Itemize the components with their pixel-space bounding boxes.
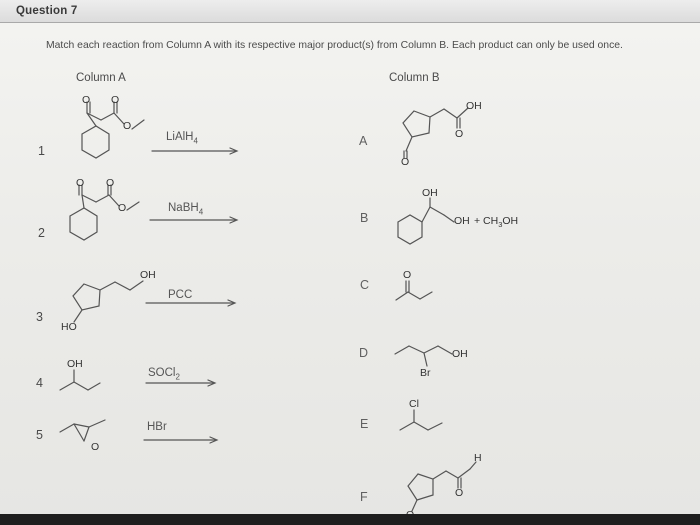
reagent-lialh4: LiAlH$_4$ bbox=[166, 131, 198, 146]
product-letter-d: D bbox=[359, 346, 369, 360]
structure-1 bbox=[82, 102, 144, 158]
structure-5 bbox=[60, 420, 105, 441]
product-letter-b: B bbox=[360, 211, 369, 225]
question-title: Question 7 bbox=[16, 5, 78, 17]
reagent-pcc: PCC bbox=[168, 289, 193, 301]
atom-oh: OH bbox=[422, 187, 438, 199]
structure-3 bbox=[73, 281, 143, 322]
structure-2 bbox=[70, 185, 139, 240]
product-b-coproduct: + $CH_3OH$ bbox=[474, 215, 519, 230]
reaction-number-1: 1 bbox=[38, 144, 45, 158]
atom-h: H bbox=[474, 452, 482, 464]
atom-o: O bbox=[106, 177, 115, 189]
product-b-structure bbox=[398, 198, 454, 244]
atom-o: O bbox=[91, 441, 100, 453]
atom-o: O bbox=[403, 269, 412, 281]
column-b-heading: Column B bbox=[389, 72, 440, 84]
atom-oh: OH bbox=[452, 348, 468, 360]
atom-o: O bbox=[76, 177, 85, 189]
atom-o: O bbox=[118, 202, 127, 214]
column-a-heading: Column A bbox=[76, 72, 126, 84]
product-e-structure bbox=[400, 410, 442, 430]
atom-oh: OH bbox=[454, 215, 470, 227]
product-d-structure bbox=[395, 346, 452, 366]
question-instruction: Match each reaction from Column A with its respective major product(s) from Column B. Each product can only be used once. bbox=[46, 40, 623, 51]
reaction-number-3: 3 bbox=[36, 310, 43, 324]
atom-o: O bbox=[401, 156, 410, 168]
atom-oh: OH bbox=[466, 100, 482, 112]
screen-bezel-bottom bbox=[0, 514, 700, 525]
atom-o: O bbox=[82, 94, 91, 106]
reaction-number-5: 5 bbox=[36, 428, 43, 442]
atom-o: O bbox=[111, 94, 120, 106]
atom-oh: OH bbox=[140, 269, 156, 281]
reagent-nabh4: NaBH$_4$ bbox=[168, 202, 204, 217]
product-letter-e: E bbox=[360, 417, 369, 431]
product-letter-c: C bbox=[360, 278, 370, 292]
reagent-socl2: SOCl$_2$ bbox=[148, 367, 180, 382]
atom-o: O bbox=[455, 487, 464, 499]
arrows bbox=[144, 148, 237, 443]
atom-o: O bbox=[455, 128, 464, 140]
reaction-number-2: 2 bbox=[38, 226, 45, 240]
structure-4 bbox=[60, 370, 100, 390]
product-letter-a: A bbox=[359, 134, 368, 148]
product-f-structure bbox=[408, 462, 476, 511]
atom-oh: OH bbox=[67, 358, 83, 370]
product-letter-f: F bbox=[360, 490, 368, 504]
reaction-number-4: 4 bbox=[36, 376, 43, 390]
reagent-hbr: HBr bbox=[147, 421, 167, 433]
atom-o: O bbox=[123, 120, 132, 132]
product-c-structure bbox=[396, 281, 432, 300]
atom-br: Br bbox=[420, 367, 431, 379]
atom-cl: Cl bbox=[409, 398, 419, 410]
atom-ho: HO bbox=[61, 321, 77, 333]
